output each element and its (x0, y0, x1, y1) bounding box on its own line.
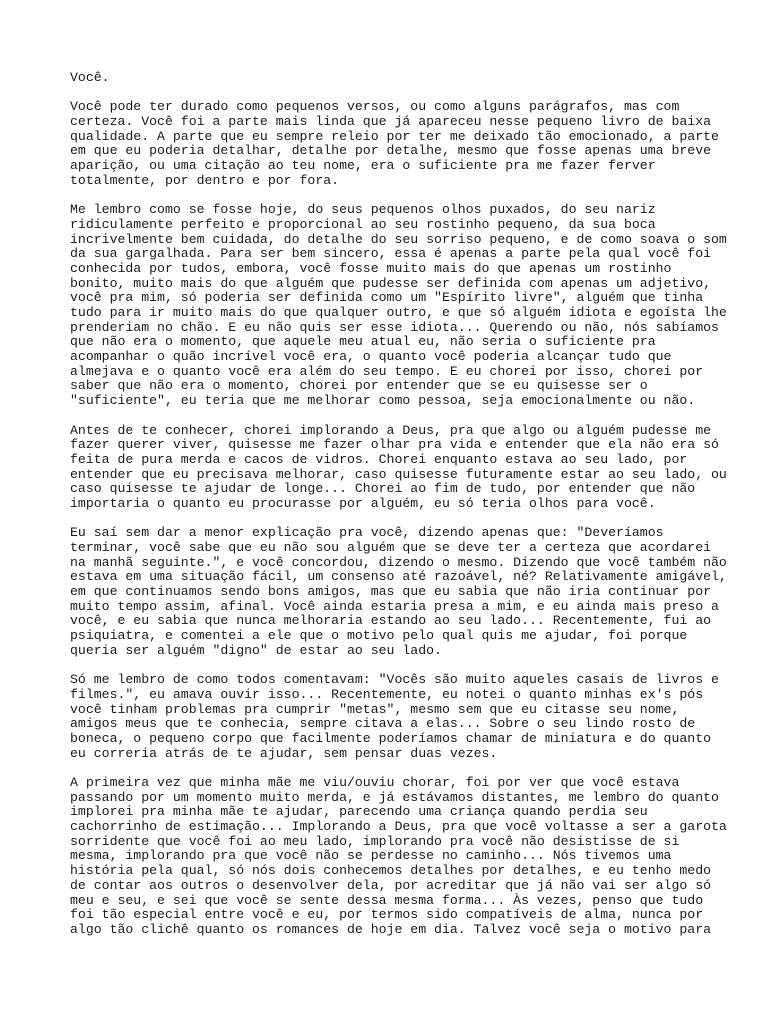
text-line: em que continuamos sendo bons amigos, mas que eu sabia que não iria continuar por (70, 584, 712, 600)
text-line: caso quisesse te ajudar de longe... Chorei ao fim de tudo, por entender que não (70, 481, 696, 497)
document-body (70, 100, 750, 937)
text-line: totalmente, por dentro e por fora. (70, 172, 340, 188)
document-title: Você. (70, 70, 110, 85)
text-line: prenderiam no chão. E eu não quis ser esse idiota... Querendo ou não, nós sabíamos (70, 319, 719, 335)
text-line: A primeira vez que minha mãe me viu/ouviu chorar, foi por ver que você estava (70, 775, 680, 790)
paragraph-gap (70, 659, 750, 674)
text-line: eu correria atrás de te ajudar, sem pensar duas vezes. (70, 745, 498, 761)
paragraph (70, 776, 750, 938)
text-line: acompanhar o quão incrível você era, o quanto você poderia alcançar tudo que (70, 349, 672, 365)
text-line: que não era o momento, que aquele meu atual eu, não seria o suficiente pra (70, 334, 656, 350)
paragraph-gap (70, 512, 750, 527)
text-line: muito tempo assim, afinal. Você ainda estaria presa a mim, e eu ainda mais preso a (70, 598, 719, 614)
text-line: história pela qual, só nós dois conhecemos detalhes por detalhes, e eu tenho medo (70, 863, 712, 879)
text-line: "suficiente", eu teria que me melhorar como pessoa, seja emocionalmente ou não. (70, 393, 696, 409)
text-line: você pra mim, só poderia ser definida como um "Espírito livre", alguém que tinha (70, 290, 704, 306)
text-line: saber que não era o momento, chorei por entender que se eu quisesse ser o (70, 378, 648, 394)
text-line: sorridente que você foi ao meu lado, implorando pra você não desistisse de si (70, 833, 680, 849)
text-line: de contar aos outros o desenvolver dela, por acreditar que já não vai ser algo só (70, 877, 712, 893)
text-line: Eu saí sem dar a menor explicação pra você, dizendo apenas que: "Deveríamos (70, 525, 664, 541)
text-line: Antes de te conhecer, chorei implorando a Deus, pra que algo ou alguém pudesse me (70, 422, 712, 438)
paragraph-gap (70, 189, 750, 204)
paragraph (70, 100, 750, 188)
text-line: conhecida por tudos, embora, você fosse muito mais do que apenas um rostinho (70, 260, 672, 276)
text-line: bonito, muito mais do que alguém que pudesse ser definida com apenas um adjetivo, (70, 275, 712, 291)
text-line: incrivelmente bem cuidada, do detalhe do seu sorriso pequeno, e de como soava o som (70, 231, 727, 247)
document-page (70, 71, 750, 938)
text-line: implorei pra minha mãe te ajudar, parecendo uma criança quando perdia seu (70, 804, 648, 820)
text-line: queria ser alguém "digno" de estar ao seu lado. (70, 642, 442, 658)
text-line: meu e seu, e sei que você se sente dessa mesma forma... Às vezes, penso que tudo (70, 892, 704, 908)
text-line: certeza. Você foi a parte mais linda que já apareceu nesse pequeno livro de baixa (70, 114, 712, 130)
text-line: Você pode ter durado como pequenos versos, ou como alguns parágrafos, mas com (70, 99, 680, 115)
text-line: Me lembro como se fosse hoje, do seus pequenos olhos puxados, do seu nariz (70, 202, 656, 218)
text-line: aparição, ou uma citação ao teu nome, era o suficiente pra me fazer ferver (70, 158, 656, 174)
paragraph-gap (70, 761, 750, 776)
text-line: você, e eu sabia que nunca melhoraria estando ao seu lado... Recentemente, fui ao (70, 613, 712, 629)
text-line: você tinham problemas pra cumprir "metas", mesmo sem que eu citasse seu nome, (70, 701, 680, 717)
text-line: da sua gargalhada. Para ser bem sincero, essa é apenas a parte pela qual você foi (70, 246, 712, 262)
text-line: importaria o quanto eu procurasse por alguém, eu só teria olhos para você. (70, 495, 656, 511)
text-line: filmes.", eu amava ouvir isso... Recentemente, eu notei o quanto minhas ex's pós (70, 686, 704, 702)
text-line: amigos meus que te conhecia, sempre citava a elas... Sobre o seu lindo rosto de (70, 716, 696, 732)
text-line: qualidade. A parte que eu sempre releio por ter me deixado tão emocionado, a parte (70, 128, 719, 144)
paragraph (70, 203, 750, 409)
text-line: fazer querer viver, quisesse me fazer olhar pra vida e entender que ela não era só (70, 437, 719, 453)
text-line: Só me lembro de como todos comentavam: "Vocês são muito aqueles casais de livros e (70, 672, 719, 688)
text-line: ridiculamente perfeito e proporcional ao seu rostinho pequeno, da sua boca (70, 216, 656, 232)
text-line: feita de pura merda e cacos de vidros. Chorei enquanto estava ao seu lado, por (70, 451, 688, 467)
text-line: algo tão clichê quanto os romances de hoje em dia. Talvez você seja o motivo para (70, 921, 712, 937)
text-line: boneca, o pequeno corpo que facilmente poderíamos chamar de miniatura e do quanto (70, 730, 712, 746)
text-line: mesma, implorando pra que você não se perdesse no caminho... Nós tivemos uma (70, 848, 672, 864)
text-line: entender que eu precisava melhorar, caso quisesse futuramente estar ao seu lado, ou (70, 466, 727, 482)
text-line: tudo para ir muito mais do que qualquer outro, e que só alguém idiota e egoísta lhe (70, 305, 727, 320)
text-line: cachorrinho de estimação... Implorando a Deus, pra que você voltasse a ser a garota (70, 819, 727, 835)
paragraph (70, 526, 750, 658)
text-line: passando por um momento muito merda, e já estávamos distantes, me lembro do quanto (70, 789, 719, 805)
text-line: psiquiatra, e comentei a ele que o motivo pelo qual quis me ajudar, foi porque (70, 628, 688, 644)
text-line: em que eu poderia detalhar, detalhe por detalhe, mesmo que fosse apenas uma breve (70, 143, 712, 159)
paragraph-gap (70, 409, 750, 424)
text-line: almejava e o quanto você era além do seu tempo. E eu chorei por isso, chorei por (70, 363, 704, 379)
text-line: terminar, você sabe que eu não sou alguém que se deve ter a certeza que acordarei (70, 540, 712, 555)
text-line: na manhã seguinte.", e você concordou, dizendo o mesmo. Dizendo que você também não (70, 554, 727, 570)
text-line: estava em uma situação fácil, um consenso até razoável, né? Relativamente amigável, (70, 569, 727, 585)
paragraph (70, 424, 750, 512)
text-line: foi tão especial entre você e eu, por termos sido compatíveis de alma, nunca por (70, 907, 704, 923)
paragraph-gap (70, 86, 750, 101)
paragraph (70, 673, 750, 761)
